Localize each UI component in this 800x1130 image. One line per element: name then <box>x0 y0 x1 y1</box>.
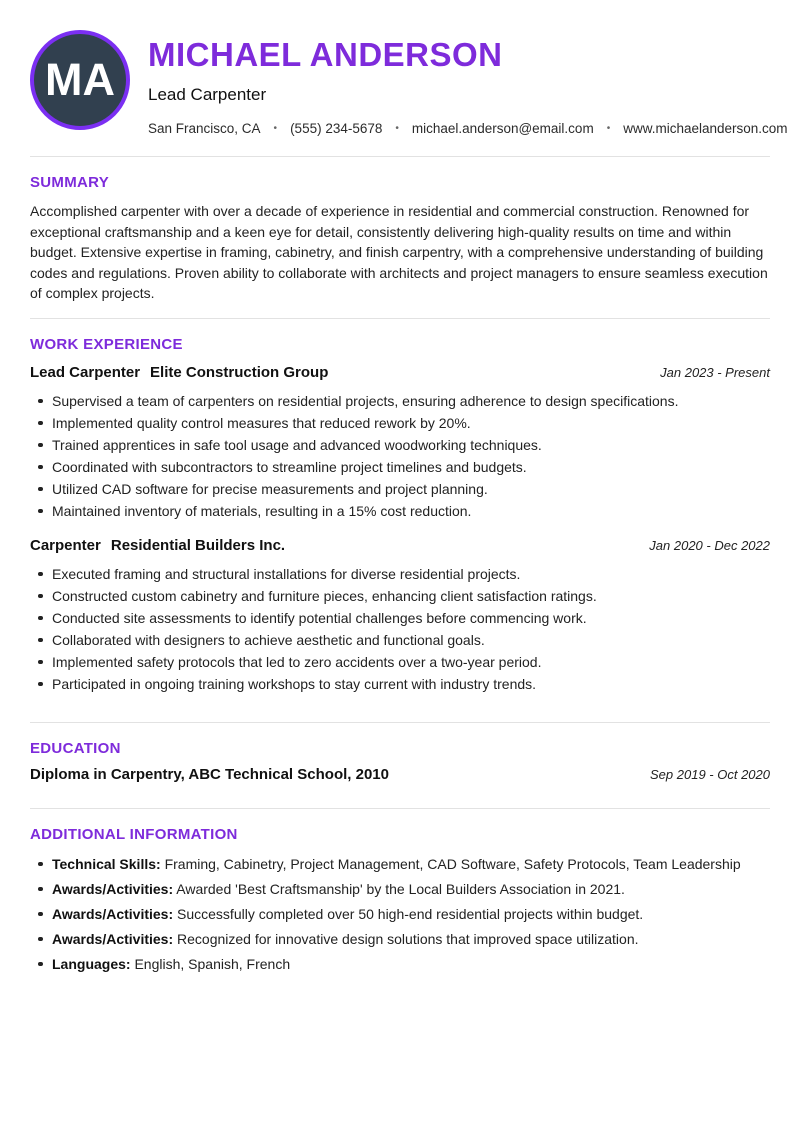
additional-item-label: Awards/Activities: <box>52 905 174 922</box>
job-header <box>30 364 770 381</box>
summary-heading: SUMMARY <box>30 174 110 191</box>
additional-info-item <box>30 879 770 899</box>
job-bullet: Implemented quality control measures that reduced rework by 20%. <box>30 413 770 433</box>
avatar <box>30 30 130 130</box>
contact-line <box>148 121 788 136</box>
additional-item-label: Awards/Activities: <box>52 880 174 897</box>
job-dates: Jan 2020 - Dec 2022 <box>649 537 770 553</box>
additional-item-label: Awards/Activities: <box>52 930 174 947</box>
job-bullet: Executed framing and structural installations for diverse residential projects. <box>30 564 770 584</box>
education-title: Diploma in Carpentry, ABC Technical School, 2010 <box>30 765 389 783</box>
job-bullet: Trained apprentices in safe tool usage and advanced woodworking techniques. <box>30 435 770 455</box>
contact-separator-dot: • <box>273 123 278 134</box>
education-item <box>30 766 770 783</box>
education-dates: Sep 2019 - Oct 2020 <box>650 766 770 782</box>
section-divider <box>30 156 770 157</box>
job-bullet: Collaborated with designers to achieve aesthetic and functional goals. <box>30 630 770 650</box>
summary-text: Accomplished carpenter with over a decade of experience in residential and commercial construction. Renowned for exceptional craftsmanship and a keen eye for detail, consistently delivering high-quality results on time and within budget. Extensive expertise in framing, cabinetry, and finish carpentry, with a comprehensive understanding of building codes and regulations. Proven ability to collaborate with architects and project managers to ensure seamless execution of complex projects. <box>30 203 768 301</box>
additional-info-item <box>30 929 770 949</box>
job-bullet: Maintained inventory of materials, resulting in a 15% cost reduction. <box>30 501 770 521</box>
contact-location: San Francisco, CA <box>148 121 261 136</box>
additional-info-list <box>30 854 770 974</box>
job-bullet: Utilized CAD software for precise measurements and project planning. <box>30 479 770 499</box>
additional-item-label: Technical Skills: <box>52 855 161 872</box>
education-heading: EDUCATION <box>30 739 121 757</box>
job-title-line <box>30 537 285 554</box>
job-bullet: Constructed custom cabinetry and furniture pieces, enhancing client satisfaction ratings. <box>30 586 770 606</box>
additional-info-item <box>30 904 770 924</box>
job-bullet: Supervised a team of carpenters on residential projects, ensuring adherence to design specifications. <box>30 391 770 411</box>
job-role: Lead Carpenter <box>30 363 141 381</box>
additional-info-item <box>30 854 770 874</box>
section-divider <box>30 722 770 723</box>
job-role: Carpenter <box>30 536 101 554</box>
job-dates: Jan 2023 - Present <box>660 364 770 380</box>
job-company: Elite Construction Group <box>150 363 329 381</box>
section-work-experience <box>30 336 770 694</box>
additional-item-text: Awarded 'Best Craftsmanship' by the Local Builders Association in 2021. <box>176 880 625 897</box>
job-company: Residential Builders Inc. <box>110 536 286 554</box>
resume-header <box>30 30 788 136</box>
job-bullet: Conducted site assessments to identify potential challenges before commencing work. <box>30 608 770 628</box>
additional-item-text: Successfully completed over 50 high-end residential projects within budget. <box>177 905 644 922</box>
job-bullet: Implemented safety protocols that led to zero accidents over a two-year period. <box>30 652 770 672</box>
job-bullet: Coordinated with subcontractors to streamline project timelines and budgets. <box>30 457 770 477</box>
job-bullet: Participated in ongoing training workshops to stay current with industry trends. <box>30 674 770 694</box>
contact-separator-dot: • <box>606 123 611 134</box>
job-bullet-list <box>30 564 770 694</box>
additional-item-text: Recognized for innovative design solutions that improved space utilization. <box>177 930 639 947</box>
additional-item-text: English, Spanish, French <box>134 955 291 972</box>
job-bullet-list <box>30 391 770 521</box>
work-experience-heading: WORK EXPERIENCE <box>30 335 183 353</box>
additional-item-text: Framing, Cabinetry, Project Management, CAD Software, Safety Protocols, Team Leadership <box>164 855 741 872</box>
additional-information-heading: ADDITIONAL INFORMATION <box>30 825 238 843</box>
contact-separator-dot: • <box>395 123 399 134</box>
additional-item-label: Languages: <box>52 955 131 972</box>
job-title-line <box>30 364 328 381</box>
additional-info-item <box>30 954 770 974</box>
section-divider <box>30 318 770 319</box>
contact-email: michael.anderson@email.com <box>411 121 594 136</box>
person-job-title: Lead Carpenter <box>148 85 267 104</box>
person-name: MICHAEL ANDERSON <box>148 36 503 73</box>
avatar-initials: MA <box>45 54 115 105</box>
section-additional-information <box>30 826 770 974</box>
header-text <box>148 30 788 136</box>
section-divider <box>30 808 770 809</box>
contact-phone: (555) 234-5678 <box>290 121 383 136</box>
job-header <box>30 537 770 554</box>
contact-website: www.michaelanderson.com <box>623 121 788 136</box>
section-education <box>30 740 770 783</box>
section-summary <box>30 174 770 304</box>
